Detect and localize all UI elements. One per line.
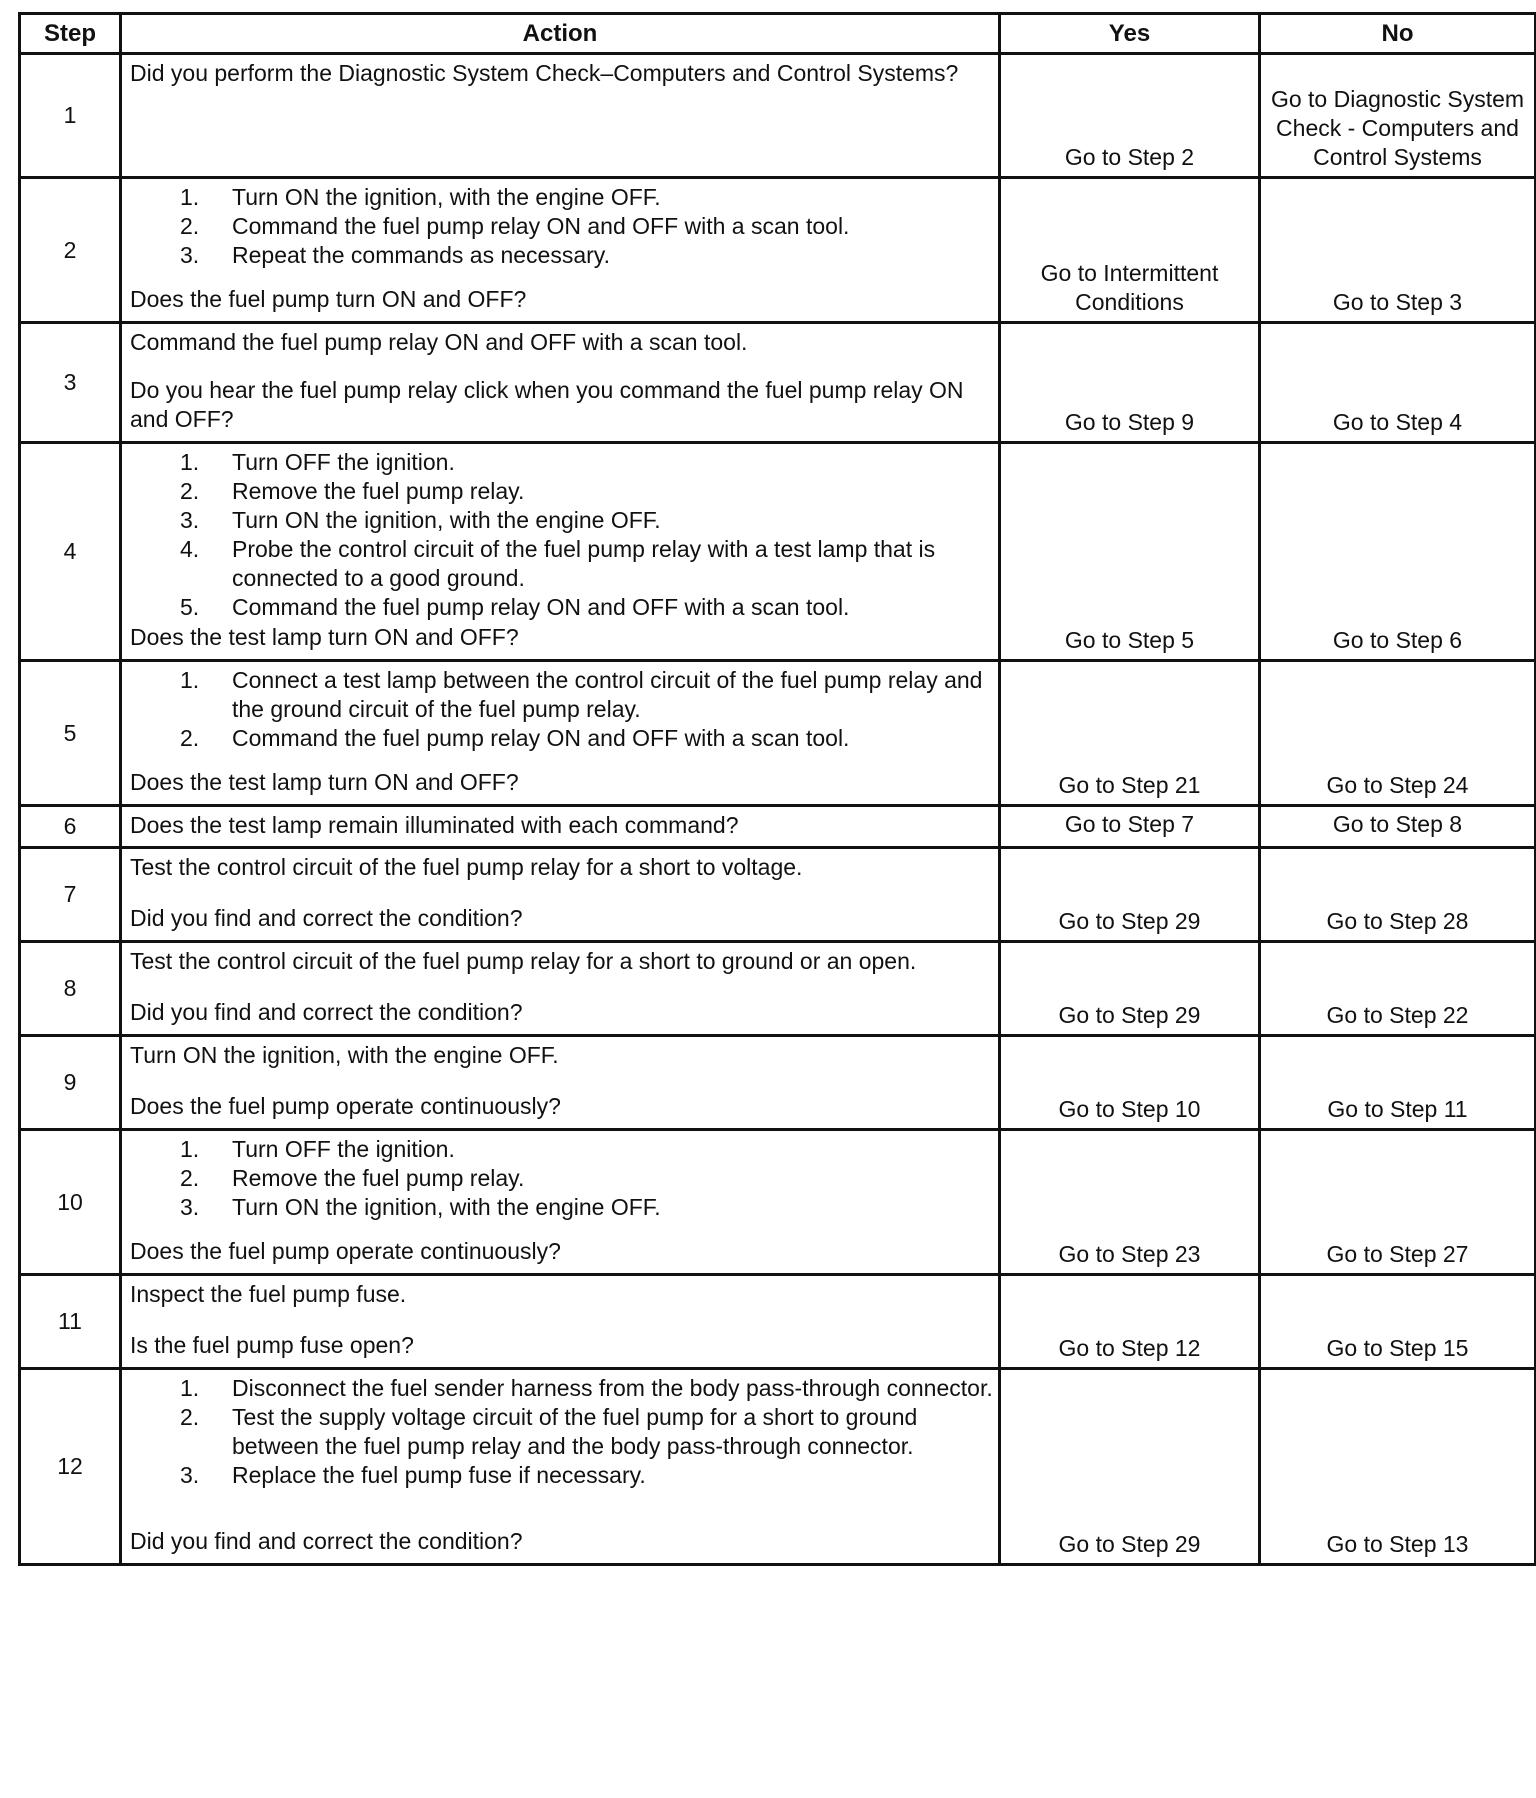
action-question: Did you find and correct the condition? — [130, 1528, 523, 1554]
step-number: 10 — [20, 1130, 121, 1275]
action-step-number: 2. — [180, 213, 200, 239]
step-number: 1 — [20, 54, 121, 178]
table-row — [20, 806, 1536, 848]
action-text: Test the control circuit of the fuel pump relay for a short to voltage. — [130, 854, 803, 880]
step-number: 4 — [20, 443, 121, 661]
no-outcome: Go to Step 13 — [1260, 1369, 1536, 1565]
header-action: Action — [121, 14, 1000, 54]
action-text: Did you perform the Diagnostic System Check–Computers and Control Systems? — [130, 60, 959, 86]
action-steps-list — [130, 183, 994, 270]
action-step-item — [180, 593, 994, 622]
action-question: Does the test lamp remain illuminated with each command? — [130, 812, 739, 838]
action-question: Do you hear the fuel pump relay click when you command the fuel pump relay ON and OFF? — [130, 377, 964, 432]
action-step-item — [180, 1135, 994, 1164]
no-outcome: Go to Step 3 — [1260, 178, 1536, 323]
header-row — [20, 14, 1536, 54]
header-yes: Yes — [1000, 14, 1260, 54]
table-row — [20, 323, 1536, 443]
action-step-item — [180, 1374, 994, 1403]
yes-outcome: Go to Step 12 — [1000, 1275, 1260, 1369]
action-step-text: Probe the control circuit of the fuel pump relay with a test lamp that is connected to a good ground. — [232, 536, 936, 591]
action-text: Turn ON the ignition, with the engine OFF. — [130, 1042, 559, 1068]
action-cell — [121, 1130, 1000, 1275]
action-instructions — [130, 1374, 994, 1490]
step-number: 8 — [20, 942, 121, 1036]
table-row — [20, 443, 1536, 661]
action-instructions — [130, 947, 994, 976]
action-question: Does the test lamp turn ON and OFF? — [130, 624, 519, 650]
table-row — [20, 1130, 1536, 1275]
action-question: Does the fuel pump operate continuously? — [130, 1093, 561, 1119]
action-step-item — [180, 477, 994, 506]
action-steps-list — [130, 1374, 994, 1490]
table-row — [20, 661, 1536, 806]
yes-outcome: Go to Step 9 — [1000, 323, 1260, 443]
action-step-item — [180, 666, 994, 724]
action-cell — [121, 54, 1000, 178]
action-instructions — [130, 1041, 994, 1070]
no-outcome: Go to Step 11 — [1260, 1036, 1536, 1130]
header-no: No — [1260, 14, 1536, 54]
action-steps-list — [130, 1135, 994, 1222]
yes-outcome: Go to Step 7 — [1000, 806, 1260, 848]
action-step-number: 1. — [180, 184, 200, 210]
action-step-item — [180, 183, 994, 212]
action-cell — [121, 661, 1000, 806]
action-cell — [121, 1036, 1000, 1130]
table-row — [20, 1036, 1536, 1130]
action-cell — [121, 806, 1000, 848]
action-instructions — [130, 853, 994, 882]
no-outcome: Go to Step 4 — [1260, 323, 1536, 443]
action-step-item — [180, 535, 994, 593]
action-step-text: Command the fuel pump relay ON and OFF with a scan tool. — [232, 725, 850, 751]
no-outcome: Go to Diagnostic System Check - Computers and Control Systems — [1260, 54, 1536, 178]
table-row — [20, 1369, 1536, 1565]
action-step-number: 4. — [180, 536, 200, 562]
action-step-number: 1. — [180, 667, 200, 693]
action-step-number: 2. — [180, 478, 200, 504]
action-step-text: Command the fuel pump relay ON and OFF with a scan tool. — [232, 594, 850, 620]
action-steps-list — [130, 448, 994, 622]
step-number: 2 — [20, 178, 121, 323]
diagnostic-table — [18, 12, 1536, 1566]
step-number: 3 — [20, 323, 121, 443]
action-text: Test the control circuit of the fuel pump relay for a short to ground or an open. — [130, 948, 917, 974]
action-step-text: Test the supply voltage circuit of the fuel pump for a short to ground between the fuel pump relay and the body pass-through connector. — [232, 1404, 918, 1459]
yes-outcome: Go to Step 29 — [1000, 848, 1260, 942]
action-cell — [121, 323, 1000, 443]
yes-outcome: Go to Intermittent Conditions — [1000, 178, 1260, 323]
step-number: 7 — [20, 848, 121, 942]
action-step-text: Turn OFF the ignition. — [232, 449, 455, 475]
action-question: Is the fuel pump fuse open? — [130, 1332, 414, 1358]
table-row — [20, 1275, 1536, 1369]
action-instructions — [130, 1280, 994, 1309]
action-step-item — [180, 1164, 994, 1193]
action-step-number: 2. — [180, 1165, 200, 1191]
yes-outcome: Go to Step 10 — [1000, 1036, 1260, 1130]
table-row — [20, 54, 1536, 178]
action-step-number: 3. — [180, 242, 200, 268]
action-instructions — [130, 183, 994, 270]
yes-outcome: Go to Step 5 — [1000, 443, 1260, 661]
step-number: 5 — [20, 661, 121, 806]
action-step-item — [180, 1193, 994, 1222]
action-cell — [121, 1369, 1000, 1565]
action-instructions — [130, 59, 994, 88]
table-row — [20, 942, 1536, 1036]
action-question: Did you find and correct the condition? — [130, 905, 523, 931]
action-step-text: Replace the fuel pump fuse if necessary. — [232, 1462, 646, 1488]
action-step-number: 2. — [180, 725, 200, 751]
action-step-text: Turn ON the ignition, with the engine OFF. — [232, 1194, 661, 1220]
action-step-text: Command the fuel pump relay ON and OFF with a scan tool. — [232, 213, 850, 239]
yes-outcome: Go to Step 29 — [1000, 1369, 1260, 1565]
action-step-text: Remove the fuel pump relay. — [232, 478, 525, 504]
action-step-item — [180, 1461, 994, 1490]
action-cell — [121, 443, 1000, 661]
action-instructions — [130, 666, 994, 753]
action-cell — [121, 1275, 1000, 1369]
step-number: 6 — [20, 806, 121, 848]
action-step-item — [180, 506, 994, 535]
table-row — [20, 848, 1536, 942]
action-instructions — [130, 1135, 994, 1222]
action-step-number: 5. — [180, 594, 200, 620]
action-step-item — [180, 1403, 994, 1461]
action-step-text: Repeat the commands as necessary. — [232, 242, 610, 268]
yes-outcome: Go to Step 23 — [1000, 1130, 1260, 1275]
action-question: Did you find and correct the condition? — [130, 999, 523, 1025]
action-cell — [121, 942, 1000, 1036]
action-step-number: 3. — [180, 1462, 200, 1488]
action-step-item — [180, 448, 994, 477]
no-outcome: Go to Step 22 — [1260, 942, 1536, 1036]
no-outcome: Go to Step 28 — [1260, 848, 1536, 942]
yes-outcome: Go to Step 29 — [1000, 942, 1260, 1036]
action-step-number: 1. — [180, 1136, 200, 1162]
action-step-number: 3. — [180, 1194, 200, 1220]
action-instructions — [130, 448, 994, 622]
header-step: Step — [20, 14, 121, 54]
yes-outcome: Go to Step 21 — [1000, 661, 1260, 806]
no-outcome: Go to Step 24 — [1260, 661, 1536, 806]
action-text: Command the fuel pump relay ON and OFF with a scan tool. — [130, 329, 748, 355]
action-step-text: Turn ON the ignition, with the engine OFF. — [232, 184, 661, 210]
action-step-item — [180, 212, 994, 241]
action-step-text: Disconnect the fuel sender harness from the body pass-through connector. — [232, 1375, 993, 1401]
action-instructions — [130, 328, 994, 357]
action-question: Does the test lamp turn ON and OFF? — [130, 769, 519, 795]
action-text: Inspect the fuel pump fuse. — [130, 1281, 407, 1307]
action-step-text: Connect a test lamp between the control circuit of the fuel pump relay and the ground circuit of the fuel pump relay. — [232, 667, 983, 722]
action-step-number: 3. — [180, 507, 200, 533]
step-number: 9 — [20, 1036, 121, 1130]
step-number: 12 — [20, 1369, 121, 1565]
action-step-item — [180, 241, 994, 270]
no-outcome: Go to Step 27 — [1260, 1130, 1536, 1275]
action-step-text: Remove the fuel pump relay. — [232, 1165, 525, 1191]
action-step-item — [180, 724, 994, 753]
yes-outcome: Go to Step 2 — [1000, 54, 1260, 178]
action-step-number: 2. — [180, 1404, 200, 1430]
action-question: Does the fuel pump operate continuously? — [130, 1238, 561, 1264]
action-step-number: 1. — [180, 449, 200, 475]
no-outcome: Go to Step 8 — [1260, 806, 1536, 848]
table-row — [20, 178, 1536, 323]
action-cell — [121, 848, 1000, 942]
step-number: 11 — [20, 1275, 121, 1369]
action-step-number: 1. — [180, 1375, 200, 1401]
action-cell — [121, 178, 1000, 323]
action-step-text: Turn ON the ignition, with the engine OFF. — [232, 507, 661, 533]
action-steps-list — [130, 666, 994, 753]
no-outcome: Go to Step 15 — [1260, 1275, 1536, 1369]
action-step-text: Turn OFF the ignition. — [232, 1136, 455, 1162]
action-question: Does the fuel pump turn ON and OFF? — [130, 286, 527, 312]
no-outcome: Go to Step 6 — [1260, 443, 1536, 661]
